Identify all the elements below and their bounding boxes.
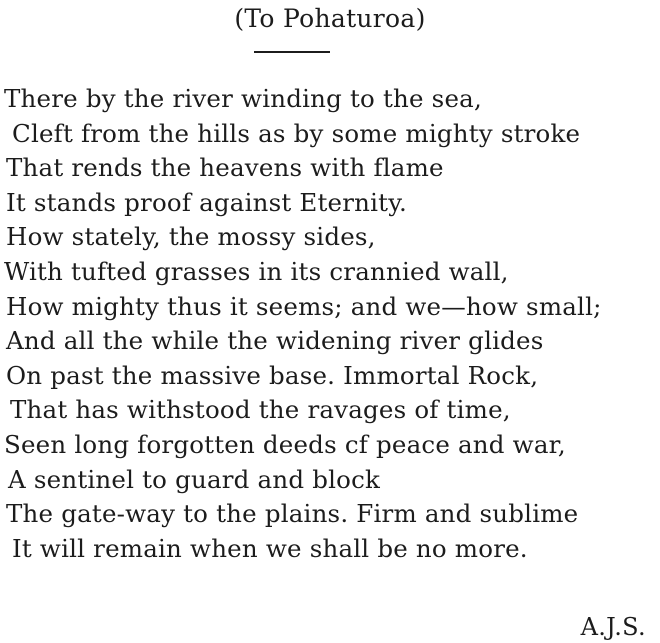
poem-line-3: That rends the heavens with flame <box>6 153 444 183</box>
title-rule <box>254 51 330 53</box>
poem-line-12: A sentinel to guard and block <box>8 464 381 494</box>
poem-line-10: That has withstood the ravages of time, <box>10 395 511 425</box>
poem-line-6: With tufted grasses in its crannied wall, <box>4 256 509 286</box>
poem-line-1: There by the river winding to the sea, <box>4 84 482 113</box>
poem-stanza <box>0 82 660 566</box>
poem-line-14: It will remain when we shall be no more. <box>12 533 528 563</box>
poem-line-5: How stately, the mossy sides, <box>6 222 376 252</box>
poem-line-7: How mighty thus it seems; and we—how small; <box>6 291 602 321</box>
poem-line-2: Cleft from the hills as by some mighty stroke <box>12 118 581 148</box>
poem-signature: A.J.S. <box>580 613 646 641</box>
poem-line-11: Seen long forgotten deeds cf peace and war, <box>4 429 566 459</box>
poem-subtitle: (To Pohaturoa) <box>234 4 426 33</box>
poem-line-4: It stands proof against Eternity. <box>6 187 408 217</box>
poem-line-8: And all the while the widening river glides <box>6 326 544 356</box>
poem-line-9: On past the massive base. Immortal Rock, <box>6 360 539 390</box>
poem-line-13: The gate-way to the plains. Firm and sublime <box>6 499 579 529</box>
